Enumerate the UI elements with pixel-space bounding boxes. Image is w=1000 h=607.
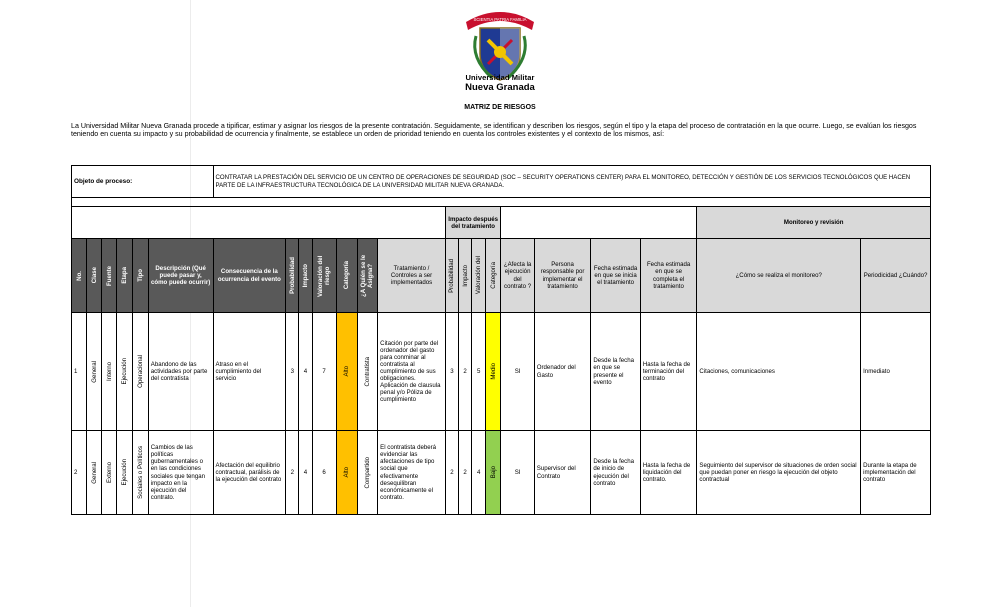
university-name-line2: Nueva Granada xyxy=(465,82,535,93)
col-probabilidad: Probabilidad xyxy=(288,257,296,294)
col-periodicidad: Periodicidad ¿Cuándo? xyxy=(861,239,931,313)
cell-valoracion: 7 xyxy=(312,313,336,431)
cell-probabilidad: 3 xyxy=(286,313,299,431)
col-fecha-inicio: Fecha estimada en que se inicia el tratamiento xyxy=(591,239,641,313)
cell-no: 2 xyxy=(72,431,87,515)
monitoreo-header: Monitoreo y revisión xyxy=(697,207,931,239)
column-header-row xyxy=(72,239,931,313)
cell-etapa: Ejecución xyxy=(121,459,128,486)
page-title: MATRIZ DE RIESGOS xyxy=(464,104,536,111)
cell-impacto-2: 2 xyxy=(459,431,472,515)
cell-impacto: 4 xyxy=(299,313,312,431)
col-categoria: Categoría xyxy=(343,261,351,290)
group-header-empty-2 xyxy=(501,207,697,239)
cell-como-monitoreo: Citaciones, comunicaciones xyxy=(697,313,861,431)
objeto-row xyxy=(72,166,931,198)
cell-asigna: Compartido xyxy=(364,456,372,489)
col-no: No. xyxy=(75,270,83,281)
cell-clase: General xyxy=(90,360,98,383)
cell-impacto-2: 2 xyxy=(459,313,472,431)
cell-como-monitoreo: Seguimiento del supervisor de situaciones de orden social que puedan poner en riesgo la ejecución del objeto contractual xyxy=(697,431,861,515)
col-clase: Clase xyxy=(90,267,98,284)
objeto-label: Objeto de proceso: xyxy=(72,166,214,198)
table-row xyxy=(72,313,931,431)
col-fecha-fin: Fecha estimada en que se completa el tratamiento xyxy=(640,239,697,313)
cell-responsable: Ordenador del Gasto xyxy=(534,313,591,431)
cell-tratamiento: Citación por parte del ordenador del gasto para conminar al contratista al cumplimiento de sus obligaciones. Aplicación de clausula penal y/o Póliza de cumplimiento xyxy=(378,313,446,431)
col-afecta: ¿Afecta la ejecución del contrato ? xyxy=(501,239,534,313)
cell-fuente: Externo xyxy=(105,461,113,483)
cell-afecta: SI xyxy=(501,313,534,431)
crest-banner-text: SCIENTIA PATRIA FAMILIA xyxy=(473,17,527,22)
cell-valoracion-2: 5 xyxy=(472,313,486,431)
risk-matrix-table xyxy=(71,165,931,515)
col-consecuencia: Consecuencia de la ocurrencia del evento xyxy=(213,239,286,313)
col-valoracion-2: Valoración del xyxy=(475,256,483,295)
col-probabilidad-2: Probabilidad xyxy=(448,258,456,293)
cell-impacto: 4 xyxy=(299,431,312,515)
cell-tratamiento: El contratista deberá evidenciar las afectaciones de tipo social que efectivamente desequilibran económicamente el contrato. xyxy=(378,431,446,515)
impacto-despues-header: Impacto después del tratamiento xyxy=(445,207,501,239)
spacer-row xyxy=(72,198,931,207)
col-responsable: Persona responsable por implementar el tratamiento xyxy=(534,239,591,313)
col-como-monitoreo: ¿Cómo se realiza el monitoreo? xyxy=(697,239,861,313)
cell-consecuencia: Atraso en el cumplimiento del servicio xyxy=(213,313,286,431)
intro-paragraph: La Universidad Militar Nueva Granada procede a tipificar, estimar y asignar los riesgos de la presente contratación. Seguidamente, se identifican y describen los riesgos, según el tipo y la etapa del proceso de contratación en la que ocurre. Luego, se evalúan los riesgos teniendo en cuenta su impacto y su probabilidad de ocurrencia y finalmente, se establece un orden de prioridad teniendo en cuenta los controles existentes y el contexto de los mismos, así: xyxy=(71,122,917,139)
col-categoria-2: Categoría xyxy=(489,262,497,289)
cell-responsable: Supervisor del Contrato xyxy=(534,431,591,515)
group-header-empty xyxy=(72,207,446,239)
cell-fecha-inicio: Desde la fecha en que se presente el evento xyxy=(591,313,641,431)
spacer-cell xyxy=(72,198,931,207)
col-tratamiento: Tratamiento / Controles a ser implementados xyxy=(378,239,446,313)
cell-etapa: Ejecución xyxy=(121,358,128,385)
cell-periodicidad: Inmediato xyxy=(861,313,931,431)
cell-clase: General xyxy=(90,461,98,484)
cell-fecha-inicio: Desde la fecha de inicio de ejecución del contrato xyxy=(591,431,641,515)
cell-fecha-fin: Hasta la fecha de liquidación del contrato. xyxy=(640,431,697,515)
col-impacto-2: Impacto xyxy=(461,264,469,287)
col-etapa: Etapa xyxy=(121,267,128,284)
university-name-line1: Universidad Militar xyxy=(465,73,535,82)
cell-categoria-2: Medio xyxy=(489,363,497,380)
col-tipo: Tipo xyxy=(136,269,144,282)
cell-periodicidad: Durante la etapa de implementación del contrato xyxy=(861,431,931,515)
col-fuente: Fuente xyxy=(105,265,113,286)
cell-fecha-fin: Hasta la fecha de terminación del contrato xyxy=(640,313,697,431)
cell-consecuencia: Afectación del equilibrio contractual, parálisis de la ejecución del contrato xyxy=(213,431,286,515)
cell-probabilidad-2: 3 xyxy=(445,313,458,431)
col-asigna: ¿A Quién se le Asigna? xyxy=(360,254,375,297)
group-header-row xyxy=(72,207,931,239)
col-valoracion: Valoración del riesgo xyxy=(317,254,332,297)
cell-valoracion: 6 xyxy=(312,431,336,515)
objeto-text: CONTRATAR LA PRESTACIÓN DEL SERVICIO DE UN CENTRO DE OPERACIONES DE SEGURIDAD (SOC – SECURITY OPERATIONS CENTER) PARA EL MONITOREO, DETECCIÓN Y GESTIÓN DE LOS SERVICIOS TECNOLÓGICOS QUE HACEN PARTE DE LA INFRAESTRUCTURA TECNOLÓGICA DE LA UNIVERSIDAD MILITAR NUEVA GRANADA. xyxy=(213,166,931,198)
cell-categoria: Alto xyxy=(343,467,351,478)
cell-probabilidad-2: 2 xyxy=(445,431,458,515)
cell-tipo: Sociales o Políticos xyxy=(136,446,144,499)
col-descripcion: Descripción (Qué puede pasar y, cómo puede ocurrir) xyxy=(148,239,213,313)
cell-asigna: Contratista xyxy=(364,356,372,387)
cell-categoria-2: Bajo xyxy=(489,466,497,479)
cell-descripcion: Abandono de las actividades por parte del contratista xyxy=(148,313,213,431)
cell-tipo: Operacional xyxy=(136,355,144,388)
cell-fuente: Interno xyxy=(105,362,113,381)
cell-probabilidad: 2 xyxy=(286,431,299,515)
cell-descripcion: Cambios de las políticas gubernamentales o en las condiciones sociales que tengan impacto en la ejecución del contrato. xyxy=(148,431,213,515)
cell-no: 1 xyxy=(72,313,87,431)
cell-categoria: Alto xyxy=(343,366,351,377)
cell-afecta: SI xyxy=(501,431,534,515)
table-row xyxy=(72,431,931,515)
cell-valoracion-2: 4 xyxy=(472,431,486,515)
col-impacto: Impacto xyxy=(301,263,309,288)
